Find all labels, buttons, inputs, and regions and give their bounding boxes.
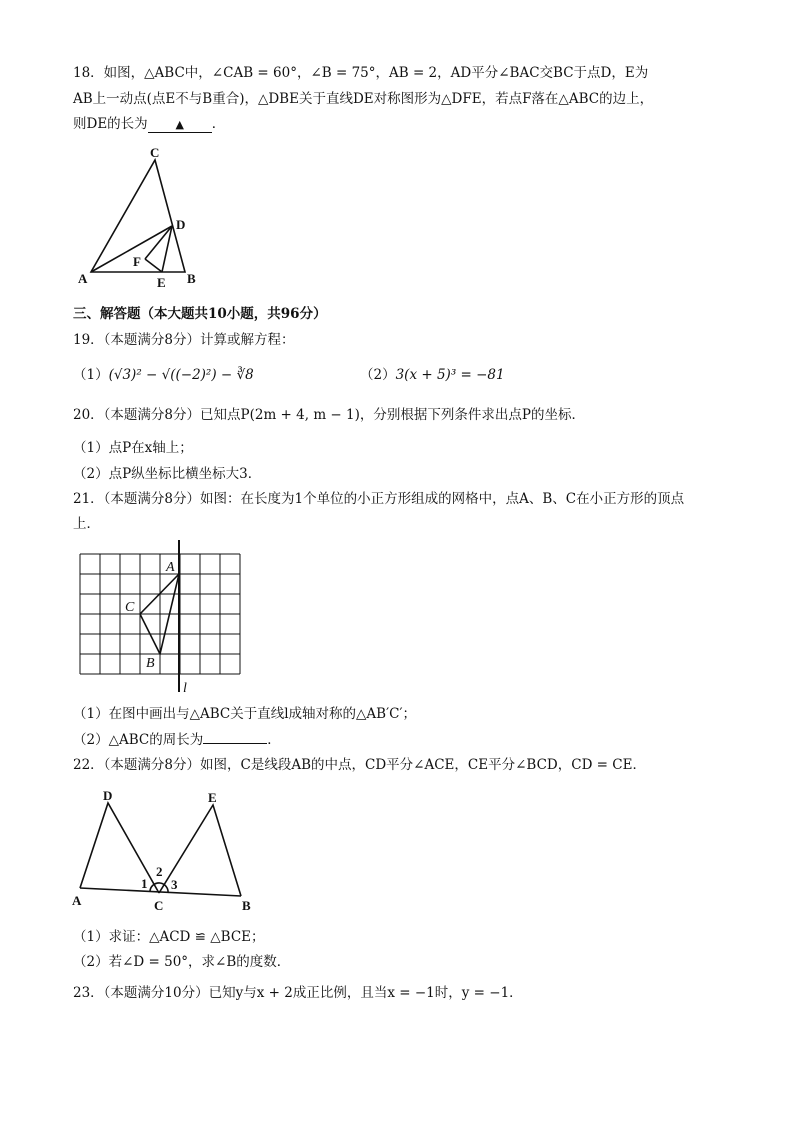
q18-label-d: D bbox=[176, 217, 186, 232]
q18-label-e: E bbox=[157, 275, 166, 290]
q22-stem: 22．（本题满分8分）如图，C是线段AB的中点，CD平分∠ACE，CE平分∠BCD，CD = CE． bbox=[73, 757, 646, 773]
q21-part-2-prefix: （2）△ABC的周长为 bbox=[73, 732, 204, 748]
q23-stem: 23．（本题满分10分）已知y与x + 2成正比例，且当x = −1时，y = −1． bbox=[73, 985, 523, 1001]
q18-label-a: A bbox=[78, 271, 88, 286]
q21-label-l: l bbox=[183, 681, 187, 696]
q22-part-1: （1）求证：△ACD ≌ △BCE； bbox=[73, 929, 265, 945]
q22-label-b: B bbox=[242, 898, 251, 913]
q18-label-c: C bbox=[150, 145, 160, 160]
q20-stem: 20．（本题满分8分）已知点P(2m + 4, m − 1)，分别根据下列条件求出点P的坐标． bbox=[73, 407, 585, 423]
q19-part-1-label: （1） bbox=[73, 367, 109, 383]
q19-part-2-label: （2） bbox=[360, 367, 396, 383]
q20-part-2: （2）点P纵坐标比横坐标大3． bbox=[73, 466, 262, 482]
q22-label-d: D bbox=[103, 788, 113, 803]
q21-stem-line-1: 21．（本题满分8分）如图：在长度为1个单位的小正方形组成的网格中，点A、B、C在小正方形的顶点 bbox=[73, 491, 685, 507]
q18-line-3-prefix: 则DE的长为 bbox=[73, 116, 148, 132]
q18-line-2: AB上一动点(点E不与B重合)，△DBE关于直线DE对称图形为△DFE，若点F落在△ABC的边上， bbox=[73, 91, 654, 107]
q22-label-c: C bbox=[154, 898, 164, 913]
q21-stem-line-2: 上． bbox=[73, 516, 100, 532]
q21-label-b: B bbox=[146, 656, 155, 671]
q22-angle-2: 2 bbox=[156, 864, 163, 879]
q19-part-1-expression: (√3)² − √((−2)²) − ∛8 bbox=[108, 367, 254, 383]
q18-line-1: 18．如图，△ABC中，∠CAB = 60°，∠B = 75°，AB = 2，AD平分∠BAC交BC于点D，E为 bbox=[73, 65, 649, 81]
q18-label-f: F bbox=[133, 254, 141, 269]
q18-line-3-suffix: ． bbox=[211, 116, 226, 132]
q22-angle-1: 1 bbox=[141, 876, 148, 891]
section-3-heading: 三、解答题（本大题共10小题，共96分） bbox=[73, 306, 327, 322]
q18-label-b: B bbox=[187, 271, 196, 286]
q22-label-e: E bbox=[208, 790, 217, 805]
q18-answer-blank: ▲ bbox=[148, 118, 212, 133]
q21-label-a: A bbox=[166, 560, 175, 575]
q21-part-2-suffix: ． bbox=[267, 732, 281, 748]
q22-part-2: （2）若∠D = 50°，求∠B的度数． bbox=[73, 954, 291, 970]
q22-label-a: A bbox=[72, 893, 82, 908]
q20-part-1: （1）点P在x轴上； bbox=[73, 440, 193, 456]
q21-label-c: C bbox=[125, 600, 135, 615]
q19-part-2-expression: 3(x + 5)³ = −81 bbox=[395, 367, 505, 383]
q22-angle-3: 3 bbox=[171, 877, 178, 892]
q21-part-1: （1）在图中画出与△ABC关于直线l成轴对称的△AB′C′； bbox=[73, 706, 417, 722]
q19-stem: 19．（本题满分8分）计算或解方程： bbox=[73, 332, 295, 348]
